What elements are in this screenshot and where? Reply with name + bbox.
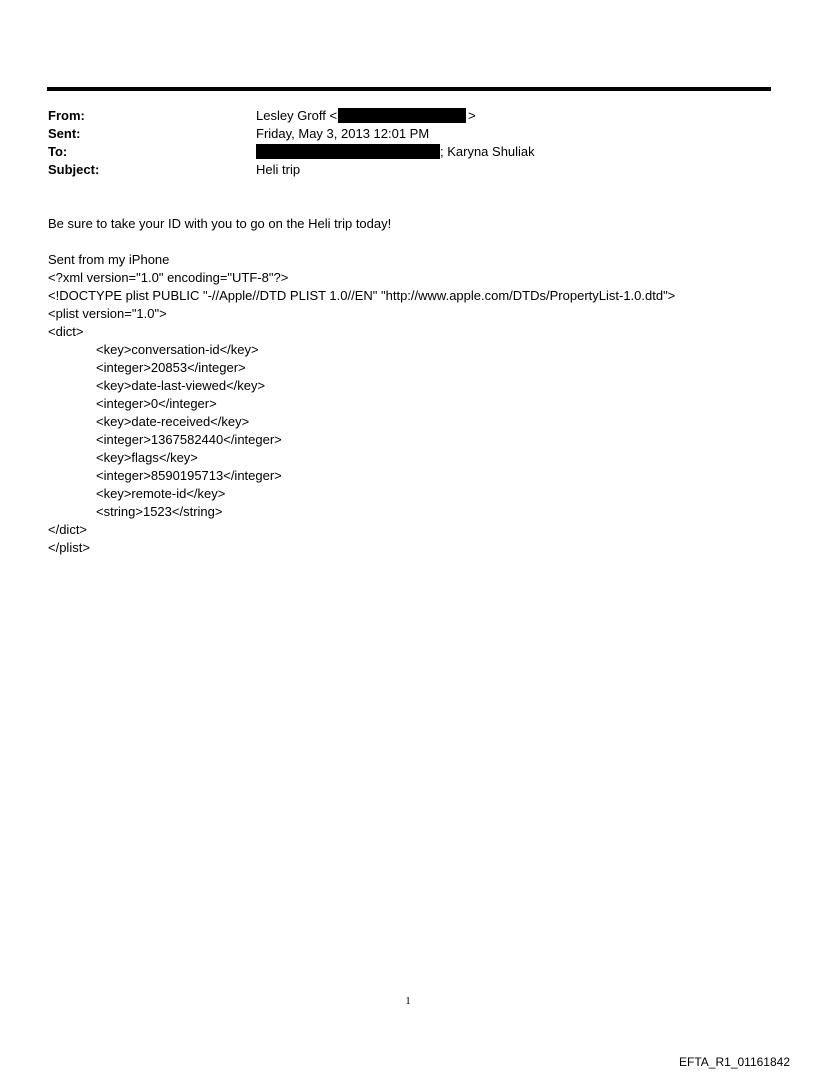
to-value <box>256 143 535 161</box>
xml-line: <dict> <box>48 324 84 339</box>
to-row <box>48 143 748 161</box>
xml-line: <integer>8590195713</integer> <box>96 468 282 483</box>
to-label: To: <box>48 144 68 159</box>
document-id: EFTA_R1_01161842 <box>679 1055 790 1069</box>
from-value <box>256 107 476 125</box>
xml-line: <?xml version="1.0" encoding="UTF-8"?> <box>48 270 289 285</box>
xml-line: <string>1523</string> <box>96 504 223 519</box>
xml-line: <integer>1367582440</integer> <box>96 432 282 447</box>
sent-value: Friday, May 3, 2013 12:01 PM <box>256 126 430 141</box>
redacted-recipient-block <box>256 144 440 159</box>
to-recipient: ; Karyna Shuliak <box>440 144 535 159</box>
from-row <box>48 107 748 125</box>
xml-line: <plist version="1.0"> <box>48 306 167 321</box>
from-name: Lesley Groff < <box>256 108 338 123</box>
xml-line: </plist> <box>48 540 90 555</box>
from-label: From: <box>48 108 85 123</box>
message-text: Be sure to take your ID with you to go on the Heli trip today! <box>48 216 392 231</box>
page-number: 1 <box>405 995 411 1007</box>
signature-text: Sent from my iPhone <box>48 252 170 267</box>
xml-line: <integer>0</integer> <box>96 396 217 411</box>
header-divider <box>47 87 771 91</box>
subject-label: Subject: <box>48 162 100 177</box>
xml-line: </dict> <box>48 522 88 537</box>
body-spacer <box>48 233 788 251</box>
subject-value: Heli trip <box>256 162 301 177</box>
from-suffix: > <box>468 108 476 123</box>
xml-line: <key>remote-id</key> <box>96 486 226 501</box>
sent-label: Sent: <box>48 126 81 141</box>
email-body <box>48 215 788 557</box>
xml-line: <key>flags</key> <box>96 450 198 465</box>
xml-line: <key>date-received</key> <box>96 414 250 429</box>
xml-line: <integer>20853</integer> <box>96 360 246 375</box>
email-header <box>48 107 748 179</box>
xml-line: <key>date-last-viewed</key> <box>96 378 266 393</box>
xml-line: <key>conversation-id</key> <box>96 342 259 357</box>
redacted-email-block <box>338 108 466 123</box>
subject-row <box>48 161 748 179</box>
xml-line: <!DOCTYPE plist PUBLIC "-//Apple//DTD PLIST 1.0//EN" "http://www.apple.com/DTDs/PropertyList-1.0.dtd"> <box>48 288 676 303</box>
sent-row <box>48 125 748 143</box>
